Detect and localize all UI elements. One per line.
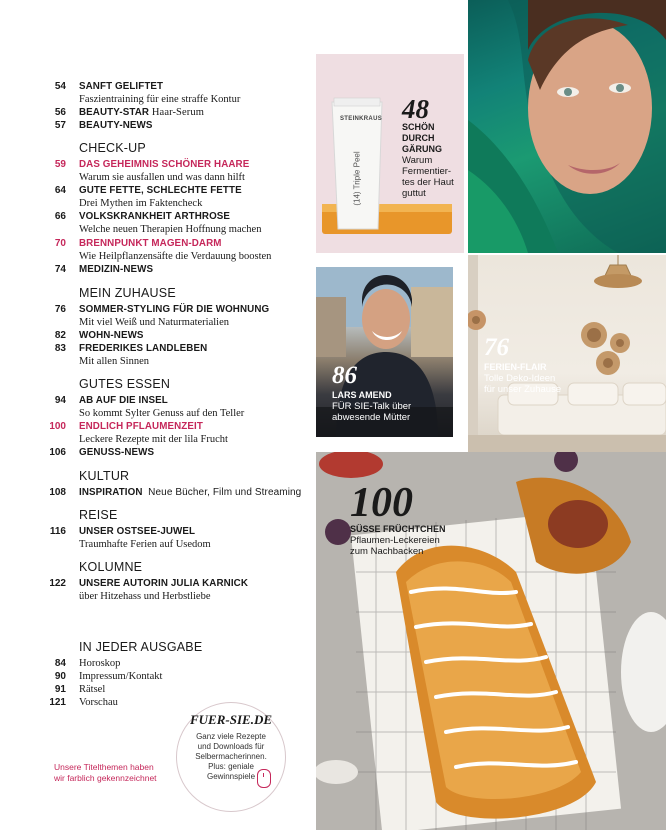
feature-number: 86	[332, 362, 357, 389]
entry-title: UNSERE AUTORIN JULIA KARNICK	[79, 578, 248, 589]
entry-subtitle: Horoskop	[79, 658, 121, 669]
entry-title: SANFT GELIFTET	[79, 81, 164, 92]
tile-portrait-woman[interactable]	[468, 0, 666, 253]
page-number: 122	[49, 578, 66, 589]
page-number: 76	[54, 304, 66, 315]
page-number: 56	[54, 107, 66, 118]
feature-text: FÜR SIE-Talk über abwesende Mütter	[332, 401, 412, 423]
page-number: 84	[54, 658, 66, 669]
table-of-contents	[0, 0, 310, 830]
section-heading: KULTUR	[79, 469, 130, 483]
page-number: 90	[54, 671, 66, 682]
section-heading: MEIN ZUHAUSE	[79, 286, 176, 300]
entry-title: BRENNPUNKT MAGEN-DARM	[79, 238, 222, 249]
feature-number: 100	[350, 480, 413, 526]
entry-subtitle: Drei Mythen im Faktencheck	[79, 198, 203, 209]
page-number: 64	[54, 185, 66, 196]
page-number: 121	[49, 697, 66, 708]
entry-title: BEAUTY-STAR Haar-Serum	[79, 107, 204, 118]
entry-inline-subtitle: Neue Bücher, Film und Streaming	[148, 487, 302, 498]
website-brand: FUER-SIE.DE	[190, 712, 272, 727]
page-number: 57	[54, 120, 66, 131]
page-number: 59	[54, 159, 66, 170]
highlight-note: Unsere Titelthemen haben wir farblich gekennzeichnet	[54, 762, 157, 783]
tile-skincare[interactable]	[316, 54, 464, 253]
section-heading: REISE	[79, 508, 118, 522]
page-number: 82	[54, 330, 66, 341]
feature-number: 48	[402, 94, 429, 124]
entry-subtitle: Traumhafte Ferien auf Usedom	[79, 539, 211, 550]
entry-title: MEDIZIN-NEWS	[79, 264, 154, 275]
entry-title: VOLKSKRANKHEIT ARTHROSE	[79, 211, 231, 222]
feature-number: 76	[484, 334, 509, 361]
entry-title: SOMMER-STYLING FÜR DIE WOHNUNG	[79, 304, 270, 315]
feature-text: Warum Fermentier- tes der Haut guttut	[402, 155, 454, 199]
mouse-icon	[257, 769, 271, 788]
entry-subtitle: Leckere Rezepte mit der lila Frucht	[79, 434, 228, 445]
section-heading: KOLUMNE	[79, 560, 143, 574]
tile-food[interactable]	[316, 452, 666, 830]
entry-subtitle: Warum sie ausfallen und was dann hilft	[79, 172, 245, 183]
page-number: 74	[54, 264, 66, 275]
page-number: 66	[54, 211, 66, 222]
page-number: 83	[54, 343, 66, 354]
entry-title: FREDERIKES LANDLEBEN	[79, 343, 208, 354]
entry-subtitle: Rätsel	[79, 684, 106, 695]
tube-label: (14) Triple Peel	[352, 151, 362, 206]
badge-text: Ganz viele Rezepte und Downloads für Selbermacherinnen. Plus: geniale Gewinnspiele	[195, 732, 267, 781]
page-number: 100	[49, 421, 66, 432]
entry-title: WOHN-NEWS	[79, 330, 144, 341]
page-number: 91	[54, 684, 66, 695]
page-number: 108	[49, 487, 66, 498]
section-heading: IN JEDER AUSGABE	[79, 640, 203, 654]
entry-subtitle: Impressum/Kontakt	[79, 671, 163, 682]
page-number: 116	[49, 526, 66, 537]
entry-title: INSPIRATION Neue Bücher, Film und Streaming	[79, 487, 302, 498]
entry-title: ENDLICH PFLAUMENZEIT	[79, 421, 203, 432]
entry-title: AB AUF DIE INSEL	[79, 395, 168, 406]
entry-title: DAS GEHEIMNIS SCHÖNER HAARE	[79, 159, 250, 170]
section-heading: CHECK-UP	[79, 141, 146, 155]
page-number: 70	[54, 238, 66, 249]
entry-title: GENUSS-NEWS	[79, 447, 155, 458]
entry-subtitle: über Hitzehass und Herbstliebe	[79, 591, 211, 602]
feature-title: SÜSSE FRÜCHTCHEN	[350, 524, 446, 534]
feature-text: Pflaumen-Leckereien zum Nachbacken	[350, 535, 440, 557]
entry-title: UNSER OSTSEE-JUWEL	[79, 526, 196, 537]
entry-title: GUTE FETTE, SCHLECHTE FETTE	[79, 185, 242, 196]
feature-title: SCHÖN DURCH GÄRUNG	[402, 122, 442, 154]
feature-title: FERIEN-FLAIR	[484, 362, 547, 372]
entry-subtitle: Wie Heilpflanzensäfte die Verdauung boosten	[79, 251, 272, 262]
feature-text: Tolle Deko-Ideen für unser Zuhause	[484, 373, 562, 395]
page-number: 54	[54, 81, 66, 92]
page-number: 106	[49, 447, 66, 458]
website-badge[interactable]	[176, 702, 286, 812]
page-number: 94	[54, 395, 66, 406]
entry-subtitle: Mit allen Sinnen	[79, 356, 149, 367]
entry-subtitle: Mit viel Weiß und Naturmaterialien	[79, 317, 230, 328]
entry-subtitle: Vorschau	[79, 697, 118, 708]
tube-brand: STEINKRAUS	[340, 116, 383, 122]
feature-title: LARS AMEND	[332, 390, 392, 400]
tile-lars-amend[interactable]	[316, 267, 453, 437]
entry-subtitle: Faszientraining für eine straffe Kontur	[79, 94, 241, 105]
entry-subtitle: Welche neuen Therapien Hoffnung machen	[79, 224, 262, 235]
tile-interior[interactable]	[468, 255, 666, 452]
entry-subtitle: So kommt Sylter Genuss auf den Teller	[79, 408, 245, 419]
portrait-illustration	[468, 0, 666, 253]
section-heading: GUTES ESSEN	[79, 377, 171, 391]
entry-inline-subtitle: Haar-Serum	[151, 107, 204, 118]
entry-title: BEAUTY-NEWS	[79, 120, 153, 131]
